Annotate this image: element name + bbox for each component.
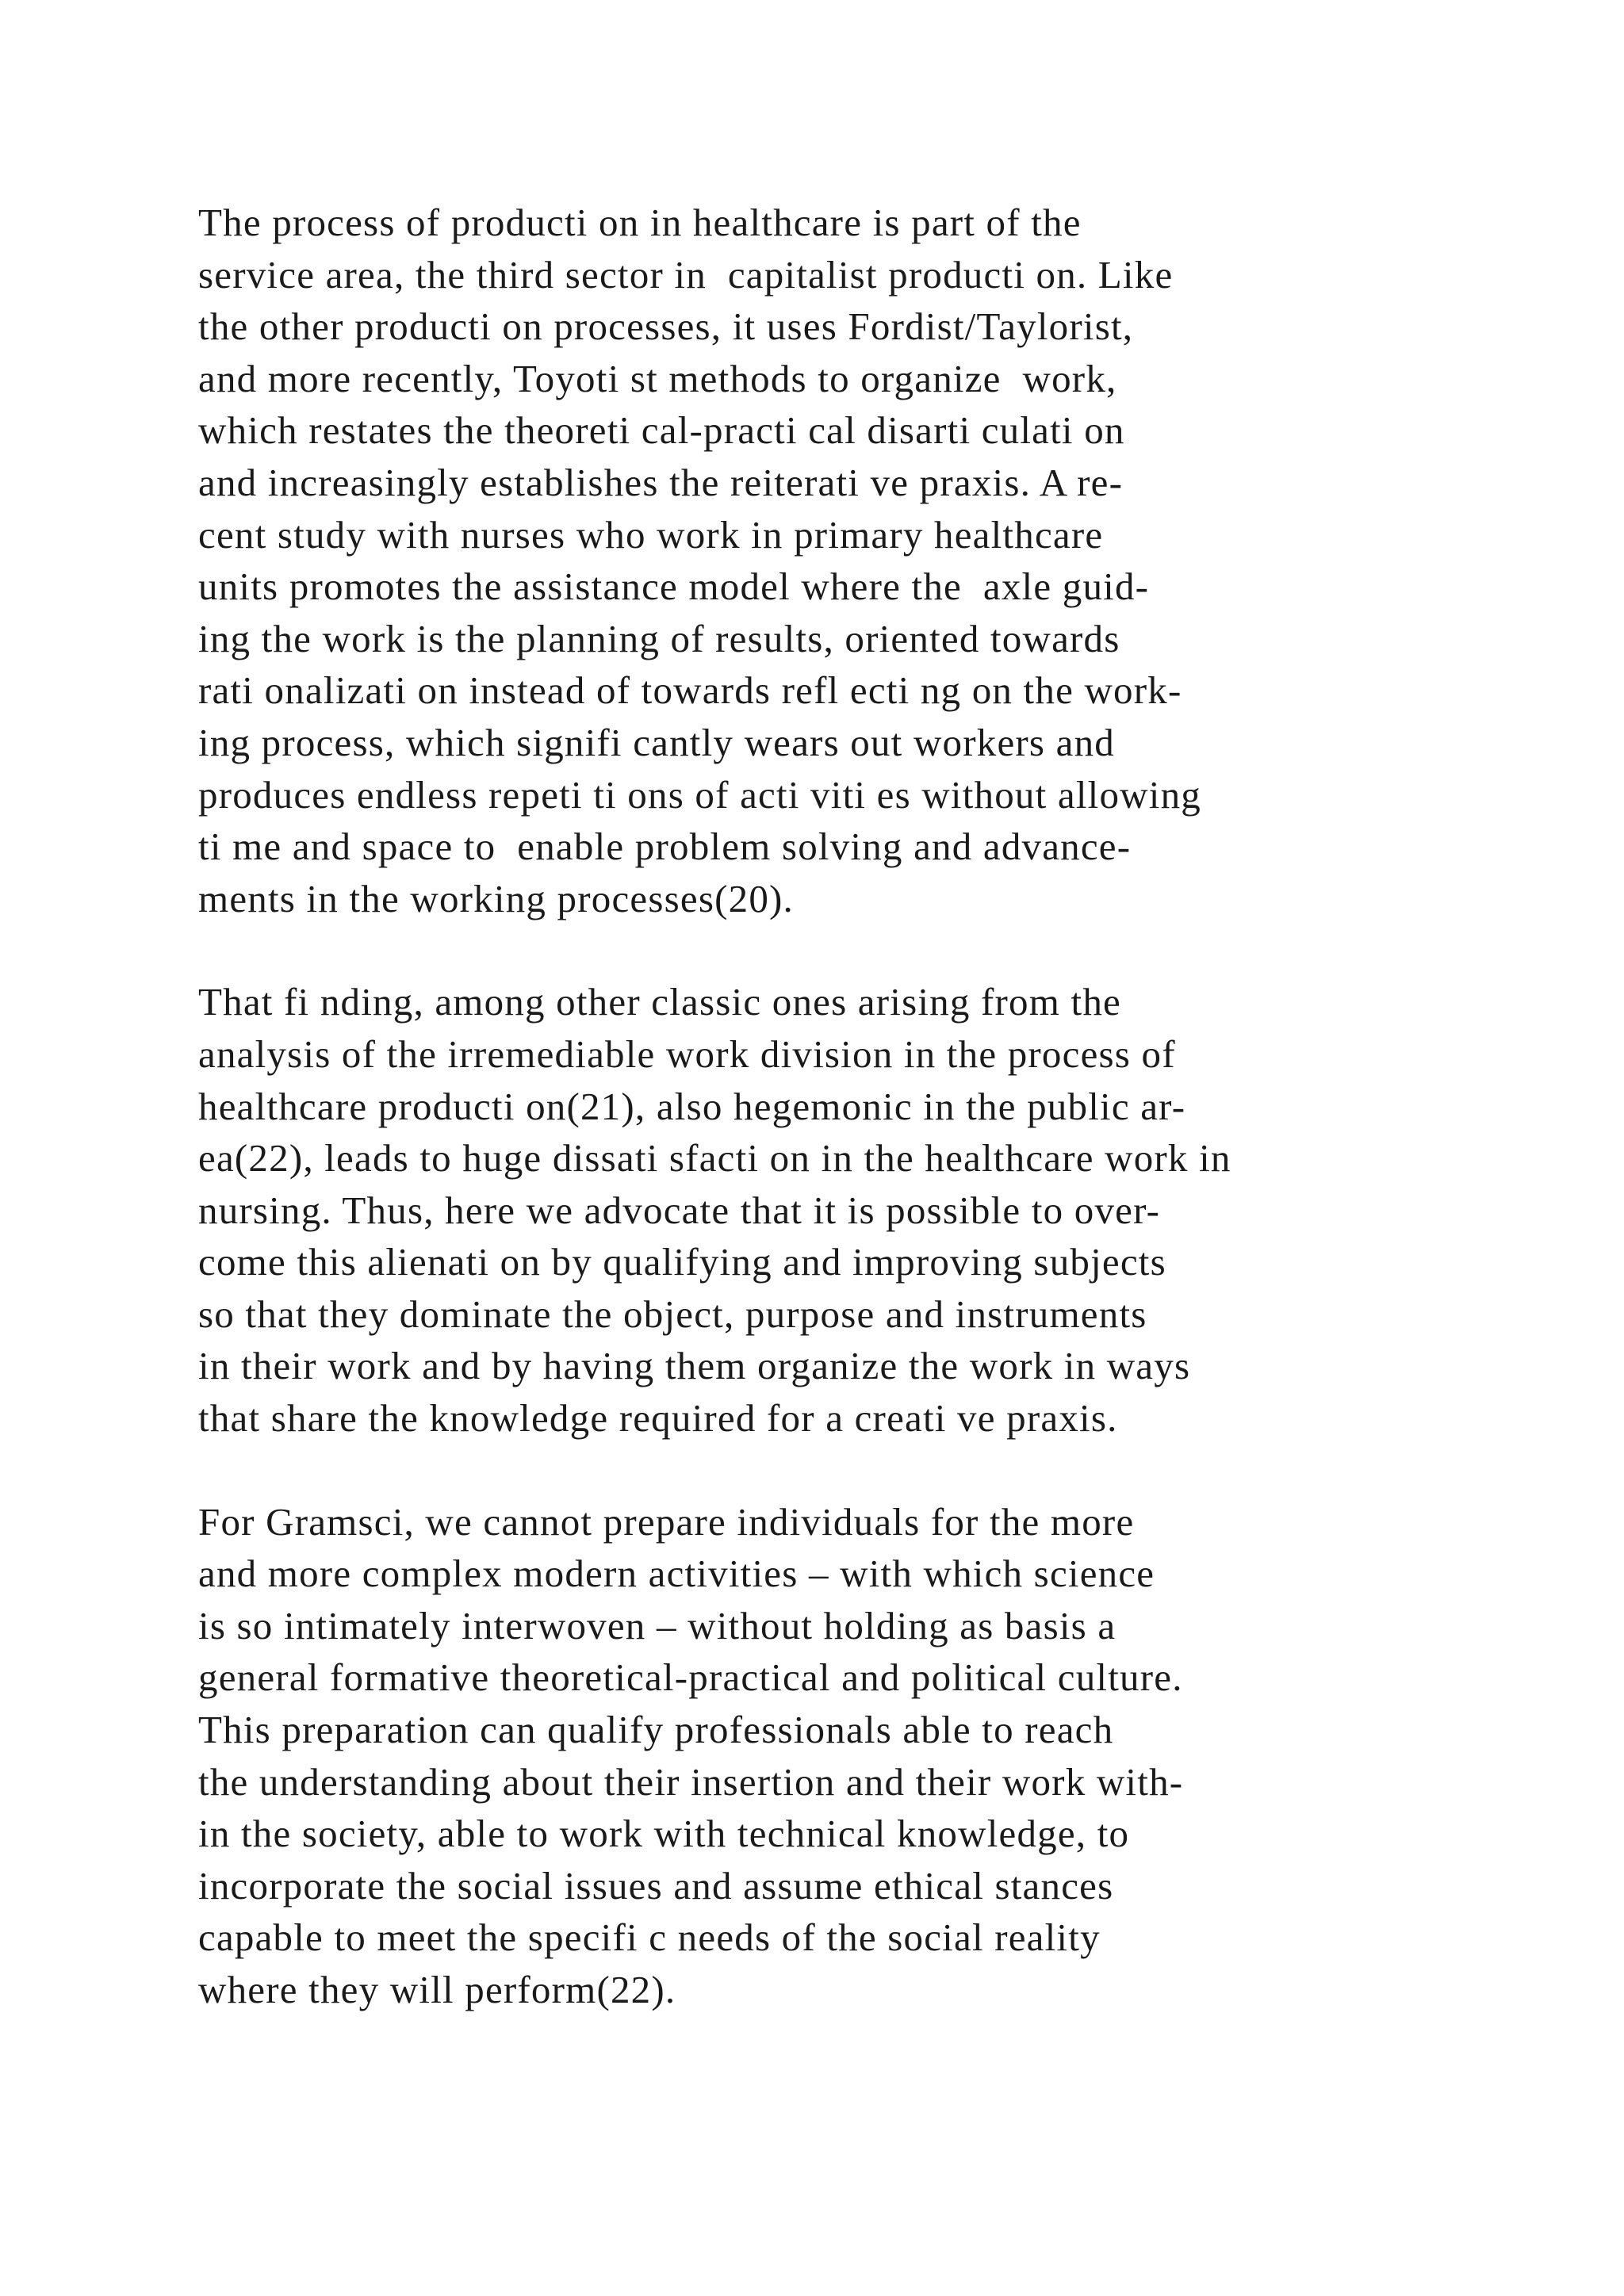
body-text bbox=[198, 197, 1610, 2068]
text-line: ing the work is the planning of results, oriented towards bbox=[198, 616, 1120, 660]
text-line: service area, the third sector in capitalist producti on. Like bbox=[198, 252, 1174, 297]
text-line: ea(22), leads to huge dissati sfacti on in the healthcare work in bbox=[198, 1136, 1231, 1181]
paragraph-work-division bbox=[198, 976, 1610, 1444]
paragraph-production-process bbox=[198, 197, 1610, 924]
text-line: and increasingly establishes the reiterati ve praxis. A re- bbox=[198, 460, 1124, 504]
text-line: general formative theoretical-practical and political culture. bbox=[198, 1655, 1183, 1700]
text-line: in the society, able to work with technical knowledge, to bbox=[198, 1812, 1130, 1856]
text-line: in their work and by having them organize the work in ways bbox=[198, 1344, 1191, 1388]
text-line: For Gramsci, we cannot prepare individuals for the more bbox=[198, 1499, 1135, 1544]
text-line: rati onalizati on instead of towards refl ecti ng on the work- bbox=[198, 668, 1182, 713]
text-line: produces endless repeti ti ons of acti viti es without allowing bbox=[198, 772, 1201, 817]
text-line: where they will perform(22). bbox=[198, 1968, 676, 2011]
text-line: the other producti on processes, it uses Fordist/Taylorist, bbox=[198, 304, 1134, 349]
text-line: nursing. Thus, here we advocate that it is possible to over- bbox=[198, 1188, 1161, 1232]
text-line: is so intimately interwoven – without holding as basis a bbox=[198, 1603, 1116, 1647]
text-line: incorporate the social issues and assume ethical stances bbox=[198, 1863, 1114, 1908]
text-line: the understanding about their insertion and their work with- bbox=[198, 1759, 1184, 1804]
text-line: come this alienati on by qualifying and improving subjects bbox=[198, 1240, 1166, 1284]
text-line: units promotes the assistance model where the axle guid- bbox=[198, 564, 1150, 609]
text-line: cent study with nurses who work in primary healthcare bbox=[198, 512, 1104, 557]
text-line: ments in the working processes(20). bbox=[198, 876, 794, 920]
text-line: analysis of the irremediable work division in the process of bbox=[198, 1031, 1176, 1076]
text-line: ing process, which signifi cantly wears out workers and bbox=[198, 720, 1115, 764]
text-line: This preparation can qualify professionals able to reach bbox=[198, 1708, 1114, 1752]
text-line: capable to meet the specifi c needs of the social reality bbox=[198, 1915, 1101, 1960]
text-line: The process of producti on in healthcare is part of the bbox=[198, 201, 1082, 244]
text-line: ti me and space to enable problem solving and advance- bbox=[198, 825, 1132, 869]
text-line: which restates the theoreti cal-practi cal disarti culati on bbox=[198, 408, 1125, 453]
text-line: that share the knowledge required for a creati ve praxis. bbox=[198, 1396, 1118, 1441]
text-line: and more complex modern activities – with which science bbox=[198, 1552, 1155, 1596]
text-line: so that they dominate the object, purpose and instruments bbox=[198, 1292, 1147, 1336]
text-line: That fi nding, among other classic ones arising from the bbox=[198, 980, 1121, 1024]
paragraph-gramsci bbox=[198, 1496, 1610, 2016]
text-line: healthcare producti on(21), also hegemonic in the public ar- bbox=[198, 1084, 1186, 1128]
text-line: and more recently, Toyoti st methods to organize work, bbox=[198, 356, 1117, 400]
